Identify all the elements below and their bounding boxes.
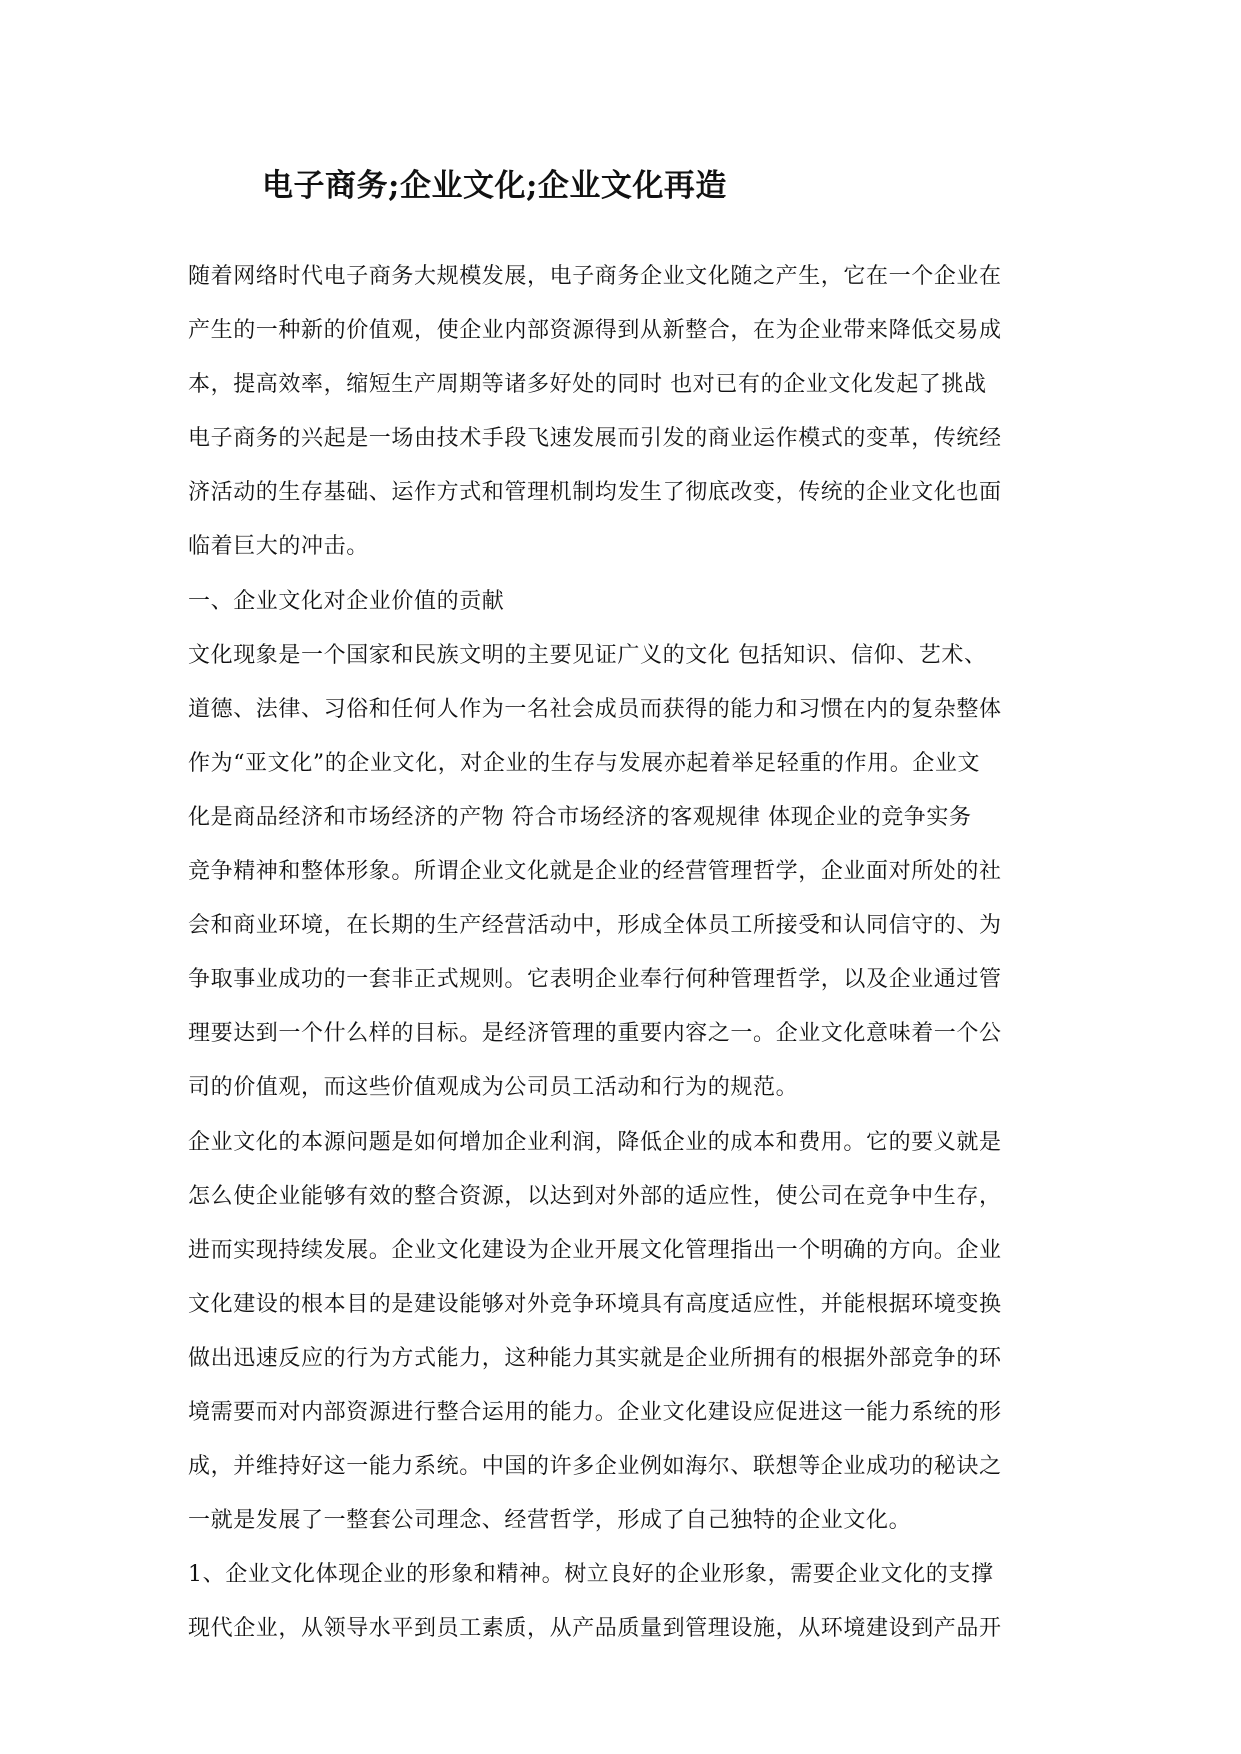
body-line: 电子商务的兴起是一场由技术手段飞速发展而引发的商业运作模式的变革，传统经 <box>188 426 1002 452</box>
body-line: 道德、法律、习俗和任何人作为一名社会成员而获得的能力和习惯在内的复杂整体 <box>188 696 1002 722</box>
section-heading: 一、企业文化对企业价值的贡献 <box>188 588 505 614</box>
body-line: 化是商品经济和市场经济的产物 符合市场经济的客观规律 体现企业的竞争实务 <box>188 804 972 830</box>
body-line: 产生的一种新的价值观，使企业内部资源得到从新整合，在为企业带来降低交易成 <box>188 318 1002 344</box>
body-line: 文化建设的根本目的是建设能够对外竞争环境具有高度适应性，并能根据环境变换 <box>188 1291 1002 1317</box>
body-line: 进而实现持续发展。企业文化建设为企业开展文化管理指出一个明确的方向。企业 <box>188 1237 1002 1263</box>
body-line: 境需要而对内部资源进行整合运用的能力。企业文化建设应促进这一能力系统的形 <box>188 1399 1002 1425</box>
body-line: 本，提高效率，缩短生产周期等诸多好处的同时 也对已有的企业文化发起了挑战 <box>188 372 987 398</box>
body-line: 企业文化的本源问题是如何增加企业利润，降低企业的成本和费用。它的要义就是 <box>188 1129 1002 1155</box>
body-line: 现代企业，从领导水平到员工素质，从产品质量到管理设施，从环境建设到产品开 <box>188 1616 1002 1642</box>
body-line: 竞争精神和整体形象。所谓企业文化就是企业的经营管理哲学，企业面对所处的社 <box>188 859 1002 885</box>
body-line: 理要达到一个什么样的目标。是经济管理的重要内容之一。企业文化意味着一个公 <box>188 1021 1002 1047</box>
body-line: 临着巨大的冲击。 <box>188 534 369 560</box>
body-line: 成，并维持好这一能力系统。中国的许多企业例如海尔、联想等企业成功的秘诀之 <box>188 1454 1002 1480</box>
body-line: 作为“亚文化”的企业文化，对企业的生存与发展亦起着举足轻重的作用。企业文 <box>188 750 981 776</box>
body-line: 会和商业环境，在长期的生产经营活动中，形成全体员工所接受和认同信守的、为 <box>188 913 1002 939</box>
document-body <box>188 250 1088 1656</box>
numbered-line: 1、企业文化体现企业的形象和精神。树立良好的企业形象，需要企业文化的支撑 <box>188 1562 994 1588</box>
body-line: 做出迅速反应的行为方式能力，这种能力其实就是企业所拥有的根据外部竞争的环 <box>188 1345 1002 1371</box>
body-line: 文化现象是一个国家和民族文明的主要见证广义的文化 包括知识、信仰、艺术、 <box>188 642 987 668</box>
body-line: 怎么使企业能够有效的整合资源，以达到对外部的适应性，使公司在竞争中生存， <box>188 1183 1002 1209</box>
body-line: 司的价值观，而这些价值观成为公司员工活动和行为的规范。 <box>188 1075 799 1101</box>
body-line: 一就是发展了一整套公司理念、经营哲学，形成了自己独特的企业文化。 <box>188 1508 912 1534</box>
body-line: 争取事业成功的一套非正式规则。它表明企业奉行何种管理哲学，以及企业通过管 <box>188 967 1002 993</box>
body-line: 济活动的生存基础、运作方式和管理机制均发生了彻底改变，传统的企业文化也面 <box>188 480 1002 506</box>
document-title: 电子商务;企业文化;企业文化再造 <box>262 168 727 204</box>
body-line: 随着网络时代电子商务大规模发展，电子商务企业文化随之产生，它在一个企业在 <box>188 264 1002 289</box>
